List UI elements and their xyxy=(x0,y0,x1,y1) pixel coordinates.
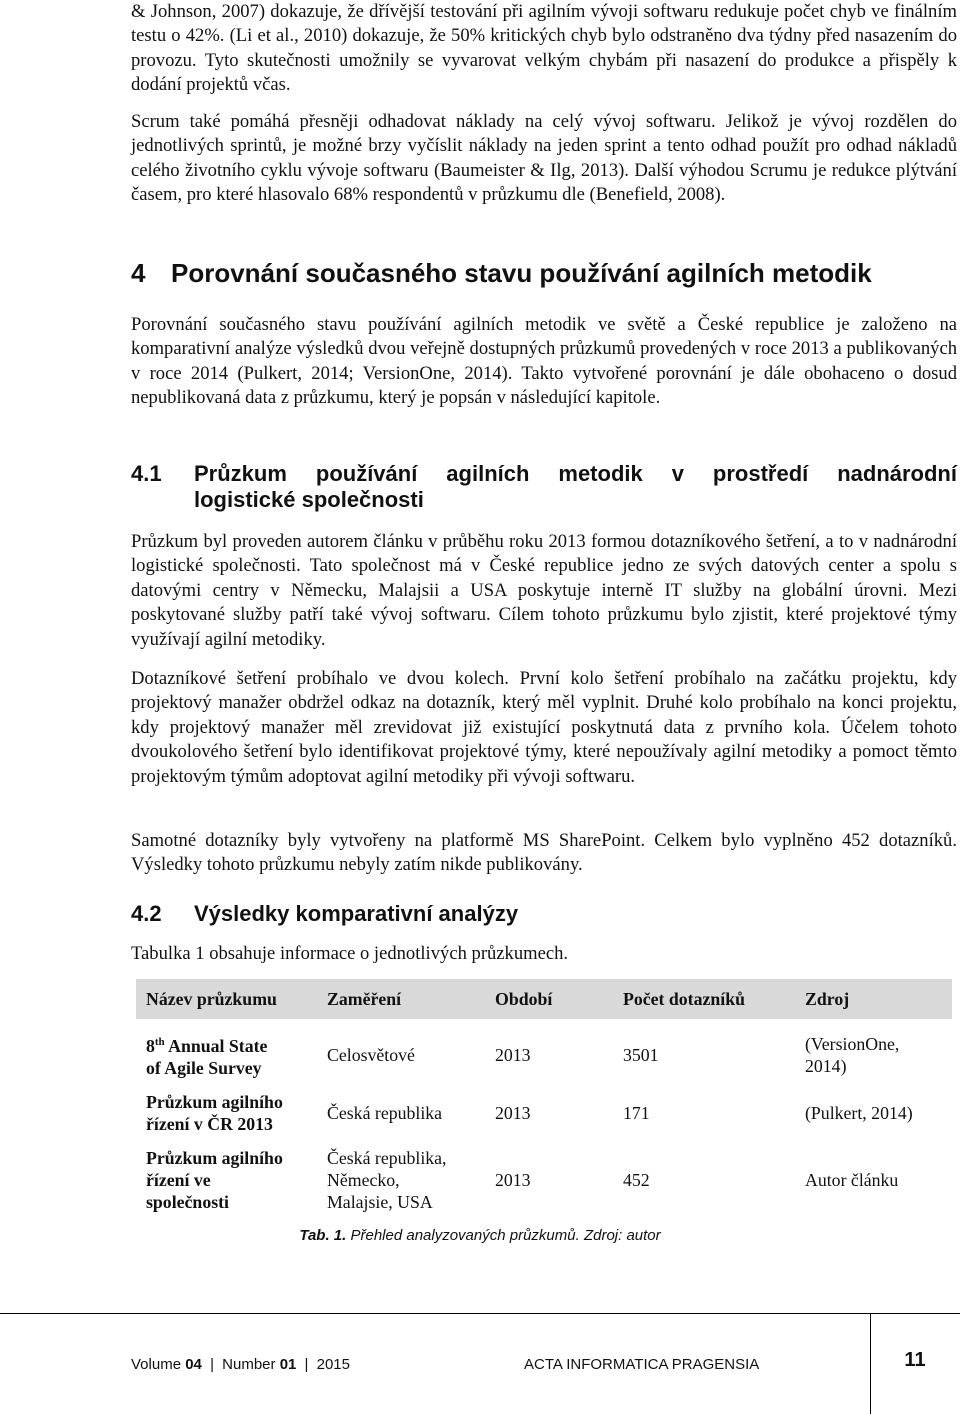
cell-focus: Celosvětové xyxy=(327,1044,415,1065)
paragraph-scrum: Scrum také pomáhá přesněji odhadovat náklady na celý vývoj softwaru. Jelikož je vývoj rozdělen do jednotlivých sprintů, je možné brzy vyčíslit náklady na jeden sprint a tento odhad použít pro odhad nákladů celého životního cyklu vývoje softwaru (Baumeister & Ilg, 2013). Další výhodou Scrumu je redukce plýtvání časem, pro které hlasovalo 68% respondentů v průzkumu dle (Benefield, 2008). xyxy=(131,111,957,206)
section-title: Výsledky komparativní analýzy xyxy=(194,901,519,926)
table-caption xyxy=(0,1227,960,1244)
header-focus: Zaměření xyxy=(317,979,485,1019)
survey-table xyxy=(136,979,952,1215)
section-heading-4-1 xyxy=(131,461,957,513)
header-count: Počet dotazníků xyxy=(613,979,795,1019)
cell-count: 3501 xyxy=(623,1044,659,1065)
cell-period: 2013 xyxy=(495,1169,531,1190)
paragraph-survey-method: Průzkum byl proveden autorem článku v průběhu roku 2013 formou dotazníkového šetření, a to v nadnárodní logistické společnosti. Tato společnost má v České republice jedno ze svých datových center a spolu s datovými centry v Německu, Malajsii a USA poskytuje interně IT služby na globální úrovni. Mezi poskytované služby patří také vývoj softwaru. Cílem tohoto průzkumu bylo zjistit, které projektové týmy využívají agilní metodiky. xyxy=(131,531,957,650)
section-heading-4 xyxy=(131,258,957,289)
cell-survey-name: 8th Annual State of Agile Survey xyxy=(146,1035,268,1078)
cell-source: (Pulkert, 2014) xyxy=(805,1102,913,1123)
page-number: 11 xyxy=(904,1349,926,1371)
footer-divider xyxy=(0,1313,960,1314)
footer-journal-name: ACTA INFORMATICA PRAGENSIA xyxy=(524,1356,760,1373)
section-number: 4.2 xyxy=(131,901,162,926)
section-number: 4.1 xyxy=(131,461,162,486)
cell-source: (VersionOne, 2014) xyxy=(805,1033,900,1076)
section-title-line-1: Průzkum používání agilních metodik v prostředí nadnárodní xyxy=(194,461,957,486)
table-row xyxy=(136,1145,952,1215)
table-header-row xyxy=(136,979,952,1019)
table-row xyxy=(136,1089,952,1137)
header-survey-name: Název průzkumu xyxy=(136,979,317,1019)
cell-focus: Česká republika xyxy=(327,1102,443,1123)
section-number: 4 xyxy=(131,258,146,288)
paragraph-survey-platform: Samotné dotazníky byly vytvořeny na platformě MS SharePoint. Celkem bylo vyplněno 452 dotazníků. Výsledky tohoto průzkumu nebyly zatím nikde publikovány. xyxy=(131,830,957,876)
paragraph-survey-rounds: Dotazníkové šetření probíhalo ve dvou kolech. První kolo šetření probíhalo na začátku projektu, kdy projektový manažer obdržel odkaz na dotazník, který měl vyplnit. Druhé kolo probíhalo na konci projektu, kdy projektový manažer měl zrevidovat již existující poskytnutá data z prvního kola. Účelem tohoto dvoukolového šetření bylo identifikovat projektové týmy, které nepoužívaly agilní metodiky a pomoct těmto projektovým týmům adoptovat agilní metodiky při vývoji softwaru. xyxy=(131,668,957,787)
caption-label: Tab. 1. xyxy=(299,1227,347,1244)
section-title: Porovnání současného stavu používání agilních metodik xyxy=(171,258,872,288)
header-period: Období xyxy=(485,979,613,1019)
cell-period: 2013 xyxy=(495,1102,531,1123)
footer-issue-info: Volume 04 | Number 01 | 2015 xyxy=(131,1356,350,1373)
cell-count: 171 xyxy=(623,1102,650,1123)
paragraph-intro: & Johnson, 2007) dokazuje, že dřívější testování při agilním vývoji softwaru redukuje počet chyb ve finálním testu o 42%. (Li et al., 2010) dokazuje, že 50% kritických chyb bylo odstraněno dva týdny před nasazením do provozu. Tyto skutečnosti umožnily se vyvarovat velkým chybám při nasazení do produkce a přispěly k dodání projektů včas. xyxy=(131,1,957,96)
caption-text: Přehled analyzovaných průzkumů. Zdroj: autor xyxy=(346,1227,661,1244)
header-source: Zdroj xyxy=(795,979,952,1019)
cell-source: Autor článku xyxy=(805,1169,899,1190)
cell-survey-name: Průzkum agilního řízení ve společnosti xyxy=(146,1147,283,1212)
cell-survey-name: Průzkum agilního řízení v ČR 2013 xyxy=(146,1091,283,1134)
section-title-line-2: logistické společnosti xyxy=(194,487,424,512)
paragraph-table-intro: Tabulka 1 obsahuje informace o jednotlivých průzkumech. xyxy=(131,943,569,964)
cell-focus: Česká republika, Německo, Malajsie, USA xyxy=(327,1147,447,1212)
section-heading-4-2 xyxy=(131,901,957,927)
paragraph-comparison: Porovnání současného stavu používání agilních metodik ve světě a České republice je založeno na komparativní analýze výsledků dvou veřejně dostupných průzkumů provedených v roce 2013 a publikovaných v roce 2014 (Pulkert, 2014; VersionOne, 2014). Takto vytvořené porovnání je dále obohaceno o dosud nepublikovaná data z průzkumu, který je popsán v následující kapitole. xyxy=(131,314,957,409)
cell-period: 2013 xyxy=(495,1044,531,1065)
table-row xyxy=(136,1029,952,1081)
cell-count: 452 xyxy=(623,1169,650,1190)
